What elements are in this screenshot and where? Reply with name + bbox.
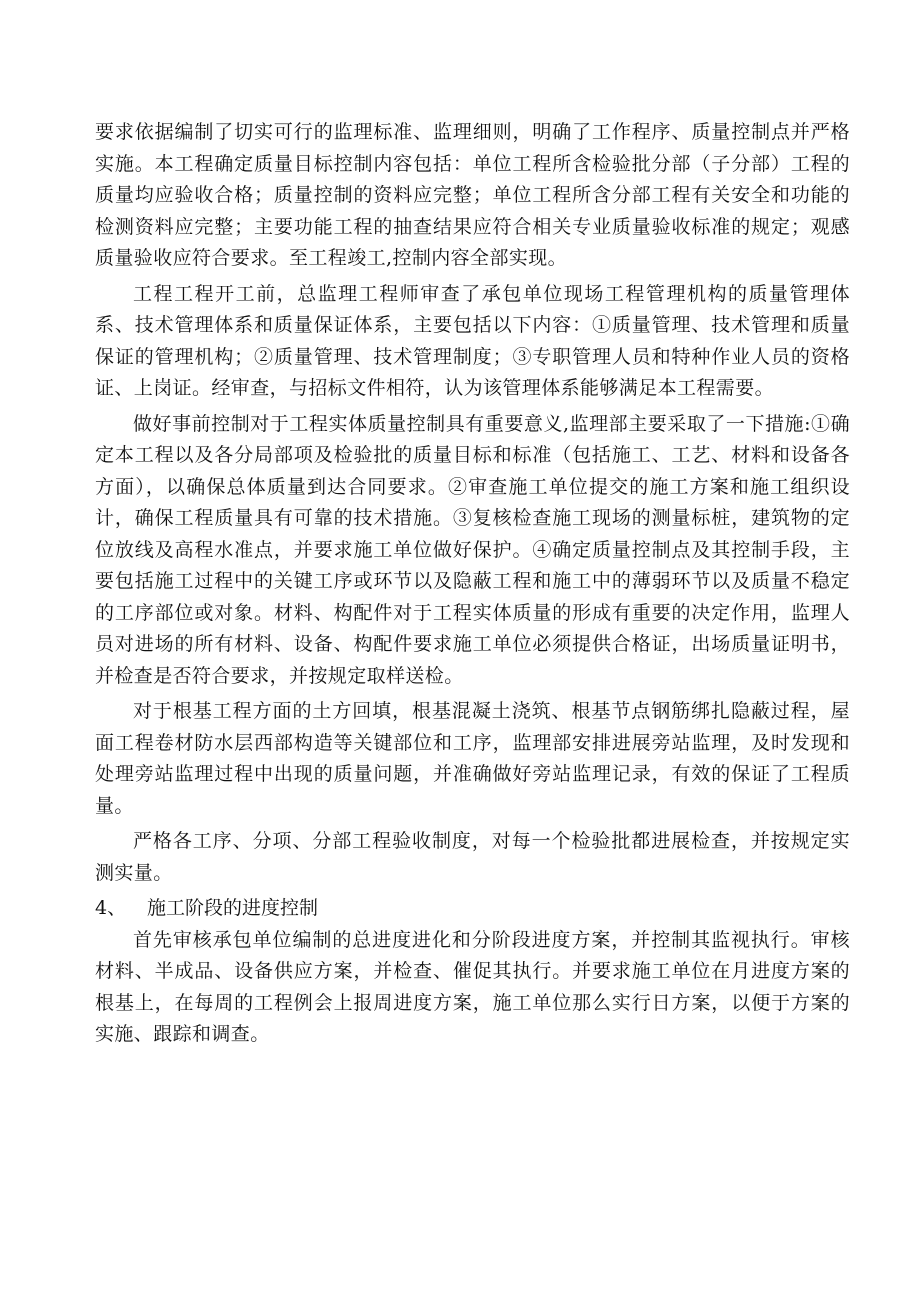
paragraph-quality-targets: 要求依据编制了切实可行的监理标准、监理细则，明确了工作程序、质量控制点并严格实施。本工程确定质量目标控制内容包括：单位工程所含检验批分部（子分部）工程的质量均应验收合格；质量控制的资料应完整；单位工程所含分部工程有关安全和功能的检测资料应完整；主要功能工程的抽查结果应符合相关专业质量验收标准的规定；观感质量验收应符合要求。至工程竣工,控制内容全部实现。	[95, 121, 850, 269]
paragraph-schedule-control: 首先审核承包单位编制的总进度进化和分阶段进度方案，并控制其监视执行。审核材料、半成品、设备供应方案，并检查、催促其执行。并要求施工单位在月进度方案的根基上，在每周的工程例会上报周进度方案，施工单位那么实行日方案，以便于方案的实施、跟踪和调查。	[95, 928, 850, 1045]
paragraph-pre-control-measures: 做好事前控制对于工程实体质量控制具有重要意义,监理部主要采取了一下措施:①确定本工程以及各分局部项及检验批的质量目标和标准（包括施工、工艺、材料和设备各方面），以确保总体质量到达合同要求。②审查施工单位提交的施工方案和施工组织设计，确保工程质量具有可靠的技术措施。③复核检查施工现场的测量标桩，建筑物的定位放线及高程水准点，并要求施工单位做好保护。④确定质量控制点及其控制手段，主要包括施工过程中的关键工序或环节以及隐蔽工程和施工中的薄弱环节以及质量不稳定的工序部位或对象。材料、构配件对于工程实体质量的形成有重要的决定作用，监理人员对进场的所有材料、设备、构配件要求施工单位必须提供合格证，出场质量证明书，并检查是否符合要求，并按规定取样送检。	[95, 412, 850, 687]
paragraph-acceptance-system: 严格各工序、分项、分部工程验收制度，对每一个检验批都进展检查，并按规定实测实量。	[95, 830, 850, 884]
section-title: 施工阶段的进度控制	[147, 897, 319, 919]
paragraph-management-system-review: 工程工程开工前，总监理工程师审查了承包单位现场工程管理机构的质量管理体系、技术管理体系和质量保证体系，主要包括以下内容：①质量管理、技术管理和质量保证的管理机构；②质量管理、技术管理制度；③专职管理人员和特种作业人员的资格证、上岗证。经审查，与招标文件相符，认为该管理体系能够满足本工程需要。	[95, 282, 850, 399]
document-body	[95, 117, 850, 1051]
section-number: 4、	[95, 897, 127, 919]
paragraph-side-station-supervision: 对于根基工程方面的土方回填，根基混凝土浇筑、根基节点钢筋绑扎隐蔽过程，屋面工程卷材防水层西部构造等关键部位和工序，监理部安排进展旁站监理，及时发现和处理旁站监理过程中出现的质量问题，并准确做好旁站监理记录，有效的保证了工程质量。	[95, 700, 850, 817]
section-heading	[95, 893, 850, 925]
